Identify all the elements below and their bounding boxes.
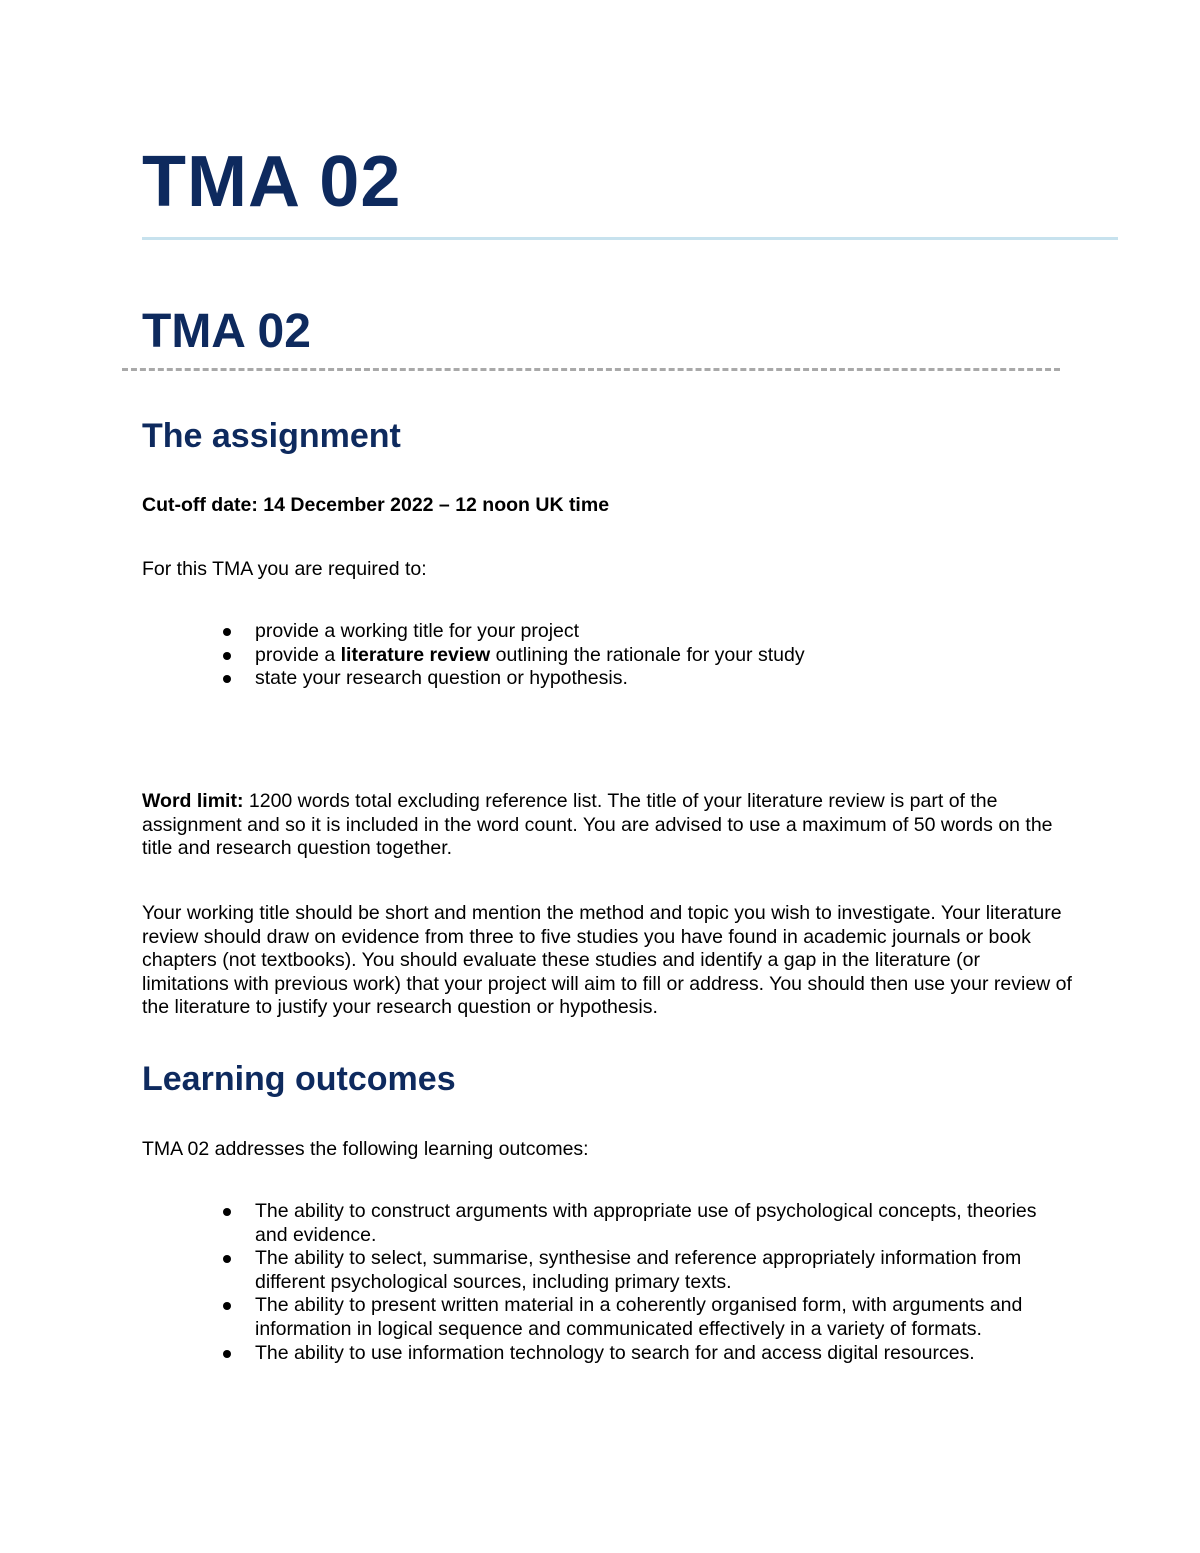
- outcomes-intro: TMA 02 addresses the following learning outcomes:: [142, 1138, 589, 1160]
- list-item: [220, 667, 1040, 691]
- title-divider: [142, 237, 1118, 240]
- requirement-text: state your research question or hypothesis.: [255, 667, 628, 690]
- list-item: [220, 620, 1040, 644]
- heading-dashed-divider: [122, 368, 1060, 371]
- requirement-text-post: outlining the rationale for your study: [490, 643, 805, 666]
- requirement-text-pre: provide a: [255, 643, 341, 666]
- outcome-text: The ability to construct arguments with appropriate use of psychological concepts, theories and evidence.: [255, 1200, 1037, 1246]
- outcome-text: The ability to present written material in a coherently organised form, with arguments and information in logical sequence and communicated effectively in a variety of formats.: [255, 1294, 1023, 1340]
- bullet-icon: [223, 628, 231, 636]
- requirement-text: provide a working title for your project: [255, 620, 580, 642]
- outcomes-list: [220, 1200, 1040, 1365]
- requirements-intro: For this TMA you are required to:: [142, 558, 427, 580]
- bullet-icon: [223, 1302, 231, 1310]
- section-heading-assignment: The assignment: [142, 417, 401, 455]
- word-limit-label: Word limit:: [142, 790, 244, 812]
- word-limit-paragraph: [142, 790, 1072, 861]
- list-item: [220, 1200, 1040, 1247]
- requirement-text-bold: literature review: [340, 643, 491, 666]
- list-item: [220, 1247, 1040, 1294]
- bullet-icon: [223, 1350, 231, 1358]
- bullet-icon: [223, 1208, 231, 1216]
- list-item: [220, 644, 1040, 668]
- outcome-text: The ability to use information technology to search for and access digital resources.: [255, 1341, 975, 1364]
- section-heading-learning-outcomes: Learning outcomes: [142, 1060, 456, 1098]
- list-item: [220, 1294, 1040, 1341]
- outcome-text: The ability to select, summarise, synthesise and reference appropriately information from different psychological sources, including primary texts.: [255, 1247, 1022, 1293]
- document-title: TMA 02: [142, 142, 402, 222]
- bullet-icon: [223, 675, 231, 683]
- list-item: [220, 1342, 1040, 1366]
- cutoff-date: Cut-off date: 14 December 2022 – 12 noon UK time: [142, 494, 610, 516]
- requirements-list: [220, 620, 1040, 691]
- section-heading-tma: TMA 02: [142, 305, 311, 358]
- guidance-paragraph: Your working title should be short and mention the method and topic you wish to investigate. Your literature review should draw on evidence from three to five studies you have found in academic journals or book chapters (not textbooks). You should evaluate these studies and identify a gap in the literature (or limitations with previous work) that your project will aim to fill or address. You should then use your review of the literature to justify your research question or hypothesis.: [142, 902, 1072, 1019]
- bullet-icon: [223, 1255, 231, 1263]
- bullet-icon: [223, 652, 231, 660]
- word-limit-text: 1200 words total excluding reference list. The title of your literature review is part of the assignment and so it is included in the word count. You are advised to use a maximum of 50 words on the title and research question together.: [142, 790, 1053, 860]
